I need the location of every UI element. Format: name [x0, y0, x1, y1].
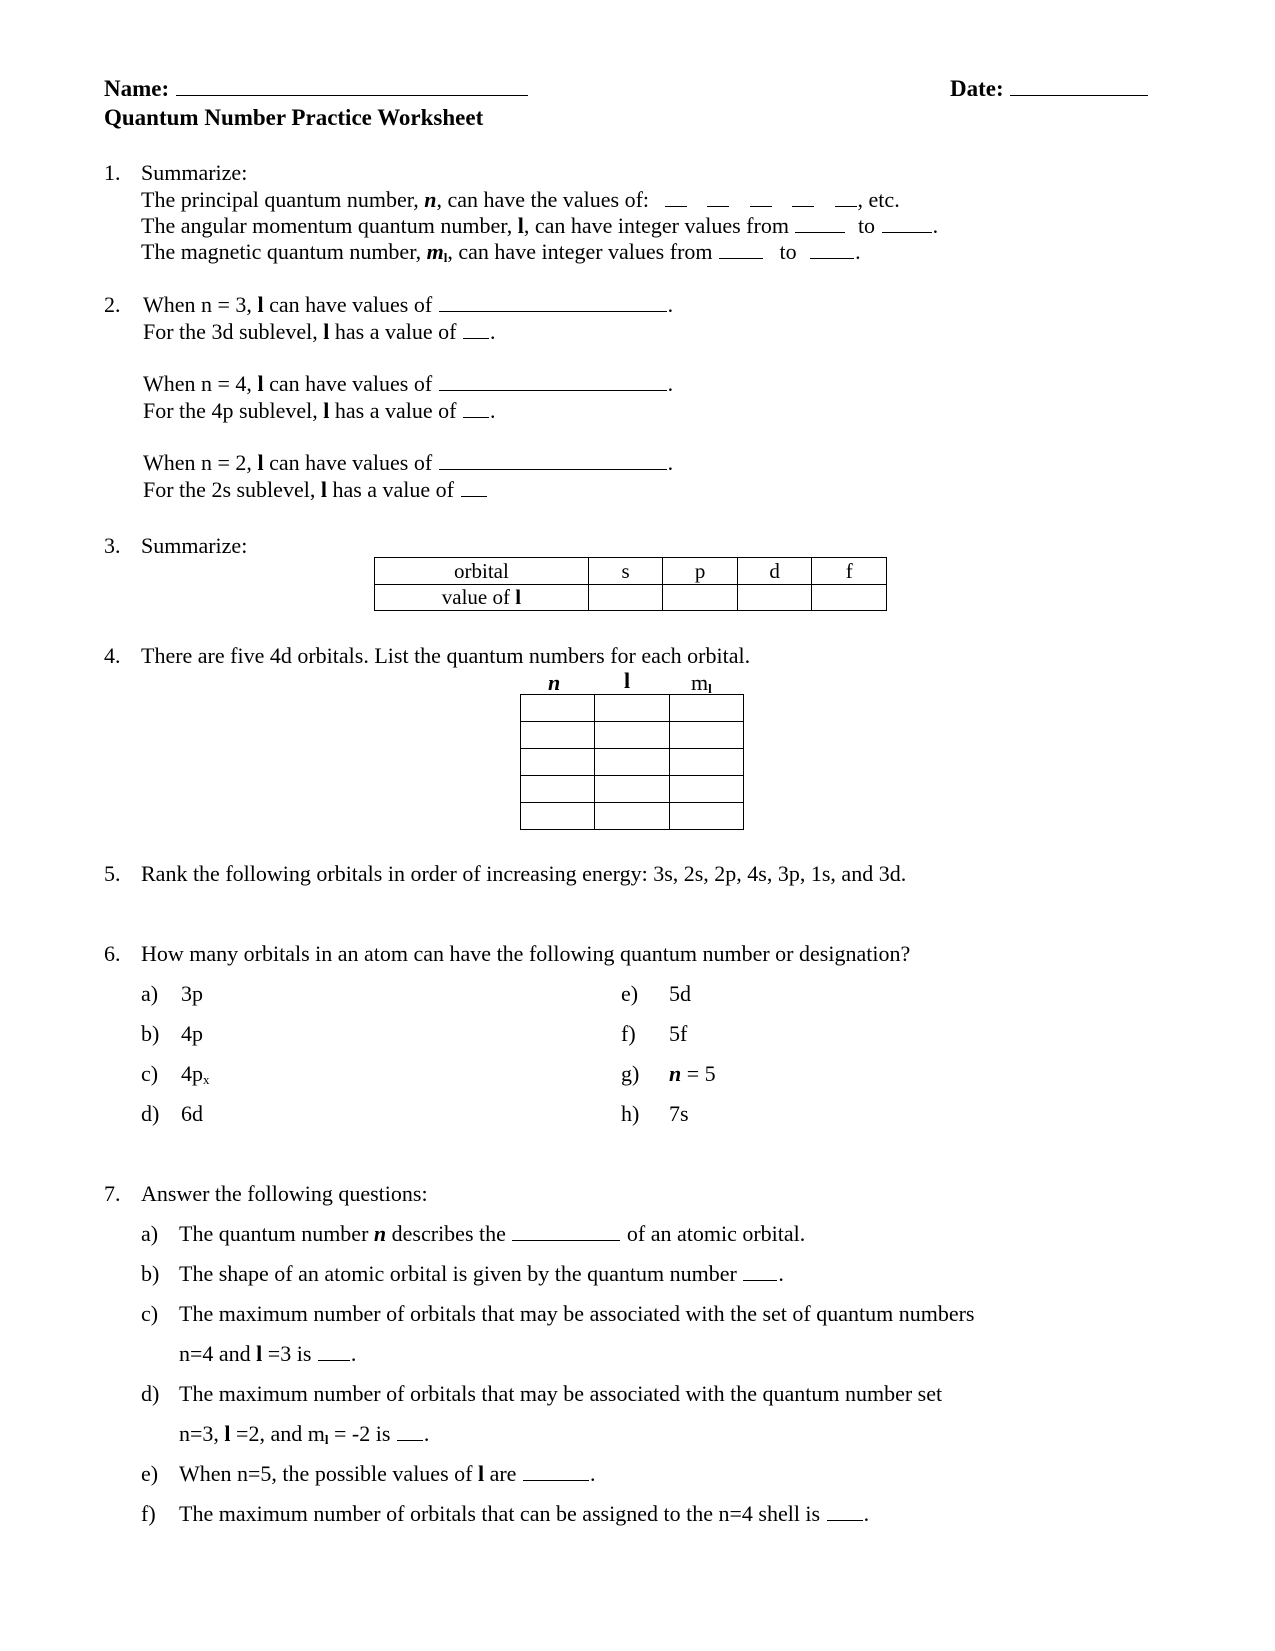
cell-header: p: [663, 558, 738, 585]
var-l: l: [224, 1421, 231, 1446]
name-field[interactable]: [104, 77, 529, 100]
period: .: [778, 1261, 784, 1286]
answer-cell[interactable]: [737, 585, 812, 611]
date-label: Date:: [950, 76, 1004, 101]
answer-cell[interactable]: [669, 776, 743, 803]
q1-line1-text: The principal quantum number,: [141, 187, 425, 212]
text: For the 2s sublevel,: [143, 477, 321, 502]
name-label: Name:: [104, 76, 170, 101]
period: .: [350, 1341, 357, 1366]
item-label: h): [621, 1101, 640, 1126]
item-value: 4p: [181, 1021, 203, 1046]
q1-prompt: Summarize:: [141, 160, 248, 185]
item-label: a): [141, 981, 159, 1006]
q2-when-2: When n = 4, l can have values of .: [143, 371, 674, 396]
answer-cell[interactable]: [595, 776, 669, 803]
item-value: 6d: [181, 1101, 203, 1126]
q7-item-c: [141, 1301, 975, 1326]
text: When n = 3,: [143, 292, 258, 317]
q5-prompt: Rank the following orbitals in order of increasing energy: 3s, 2s, 2p, 4s, 3p, 1s, and 3d.: [141, 861, 907, 886]
q6-prompt: How many orbitals in an atom can have the following quantum number or designation?: [141, 941, 911, 966]
var-m: m: [426, 239, 444, 264]
q7-item-e: [141, 1461, 596, 1486]
q2-number: 2.: [104, 292, 121, 317]
item-label: g): [621, 1061, 640, 1086]
answer-cell[interactable]: [812, 585, 887, 611]
to-label: to: [779, 239, 797, 264]
text: of an atomic orbital.: [621, 1221, 806, 1246]
blank[interactable]: [795, 231, 845, 233]
q2-for-3: [143, 479, 488, 501]
blank[interactable]: [792, 205, 814, 207]
period: .: [932, 213, 939, 238]
period: .: [423, 1421, 430, 1446]
answer-cell[interactable]: [521, 776, 595, 803]
q1-line3-text: The magnetic quantum number,: [141, 239, 427, 264]
blank[interactable]: [835, 205, 857, 207]
col-ml-header: [691, 672, 712, 695]
item-label: e): [621, 981, 639, 1006]
q6-item-g: [621, 1061, 716, 1086]
q2-for-2: [143, 400, 495, 422]
text: When n = 2,: [143, 450, 258, 475]
var-m-sub: l: [443, 250, 448, 265]
q2-for-1: [143, 321, 495, 343]
item-value: 4p: [181, 1061, 203, 1086]
answer-cell[interactable]: [669, 803, 743, 830]
answer-cell[interactable]: [588, 585, 663, 611]
q6-item-c: [141, 1061, 210, 1087]
var-l: l: [256, 1341, 263, 1366]
text: For the 3d sublevel,: [143, 319, 324, 344]
q1-line2: [141, 215, 938, 237]
answer-cell[interactable]: [521, 695, 595, 722]
name-blank[interactable]: [176, 94, 528, 96]
to-label: to: [857, 213, 876, 238]
item-label: f): [621, 1021, 636, 1046]
text: can have values of: [263, 292, 433, 317]
text: n=3,: [179, 1421, 225, 1446]
answer-cell[interactable]: [669, 749, 743, 776]
text: =2, and m: [230, 1421, 325, 1446]
blank[interactable]: [512, 1239, 620, 1241]
item-label: a): [141, 1221, 159, 1246]
var-l: l: [515, 585, 522, 609]
var-l: l: [517, 213, 524, 238]
text: describes the: [386, 1221, 512, 1246]
text: value of: [441, 585, 516, 609]
text: The maximum number of orbitals that may be associated with the quantum number set: [179, 1381, 943, 1406]
blank[interactable]: [461, 495, 487, 497]
q6-item-d: [141, 1101, 203, 1126]
item-label: d): [141, 1101, 160, 1126]
text: are: [484, 1461, 522, 1486]
blank[interactable]: [397, 1439, 423, 1441]
var-l: l: [477, 1461, 485, 1486]
q7-prompt: Answer the following questions:: [141, 1181, 428, 1206]
text: can have values of: [263, 371, 433, 396]
var-l: l: [257, 450, 264, 475]
q6-item-e: [621, 981, 691, 1006]
blank[interactable]: [463, 416, 489, 418]
q7-item-c-cont: [179, 1343, 356, 1365]
q4-prompt: There are five 4d orbitals. List the quantum numbers for each orbital.: [141, 643, 751, 668]
blank[interactable]: [318, 1359, 350, 1361]
item-value: 5d: [669, 981, 691, 1006]
page-title: Quantum Number Practice Worksheet: [104, 105, 484, 130]
q1-line2-text2: , can have integer values from: [523, 213, 789, 238]
q7-item-a: [141, 1221, 806, 1246]
col-l-header: l: [624, 668, 631, 693]
item-value: = 5: [681, 1061, 716, 1086]
period: .: [855, 239, 861, 264]
period: .: [489, 398, 496, 423]
text: has a value of: [329, 319, 457, 344]
q6-item-f: [621, 1021, 688, 1046]
q5-number: 5.: [104, 861, 121, 886]
item-label: e): [141, 1461, 159, 1486]
item-value: 7s: [669, 1101, 689, 1126]
answer-cell[interactable]: [595, 722, 669, 749]
blank[interactable]: [719, 257, 763, 259]
var-n: n: [424, 187, 437, 212]
item-label: b): [141, 1021, 160, 1046]
blank[interactable]: [743, 1279, 777, 1281]
period: .: [589, 1461, 596, 1486]
cell-header: orbital: [375, 558, 589, 585]
col-n-header: n: [548, 670, 561, 695]
answer-cell[interactable]: [669, 695, 743, 722]
text: When n = 4,: [143, 371, 258, 396]
q1-line1: [141, 189, 900, 211]
q3-number: 3.: [104, 533, 121, 558]
item-label: c): [141, 1301, 159, 1326]
text: m: [691, 670, 709, 695]
var-n: n: [373, 1221, 387, 1246]
q2-when-3: When n = 2, l can have values of .: [143, 450, 674, 475]
cell-header: f: [812, 558, 887, 585]
q6-number: 6.: [104, 941, 121, 966]
quantum-numbers-table: [520, 694, 744, 830]
blank[interactable]: [665, 205, 687, 207]
blank[interactable]: [827, 1519, 863, 1521]
blank[interactable]: [439, 468, 667, 470]
text: has a value of: [326, 477, 455, 502]
answer-cell[interactable]: [521, 803, 595, 830]
blank[interactable]: [810, 257, 854, 259]
var-l: l: [320, 477, 327, 502]
answer-cell[interactable]: [521, 749, 595, 776]
q6-item-h: [621, 1101, 689, 1126]
text: The shape of an atomic orbital is given by the quantum number: [179, 1261, 743, 1286]
sub: l: [324, 1432, 329, 1447]
cell-label: [375, 585, 589, 611]
text: The quantum number: [179, 1221, 374, 1246]
cell-header: d: [737, 558, 812, 585]
item-label: f): [141, 1501, 156, 1526]
answer-cell[interactable]: [521, 722, 595, 749]
blank[interactable]: [523, 1479, 589, 1481]
q1-line1-text2: , can have the values of:: [436, 187, 650, 212]
text: has a value of: [329, 398, 457, 423]
q4-number: 4.: [104, 643, 121, 668]
blank[interactable]: [439, 389, 667, 391]
text: When n=5, the possible values of: [179, 1461, 478, 1486]
text: The maximum number of orbitals that can be assigned to the n=4 shell is: [179, 1501, 826, 1526]
text: For the 4p sublevel,: [143, 398, 324, 423]
var-l: l: [257, 371, 264, 396]
q7-item-d: [141, 1381, 943, 1406]
q7-number: 7.: [104, 1181, 121, 1206]
orbital-table: [374, 557, 887, 611]
item-sub: x: [203, 1072, 210, 1087]
blank[interactable]: [750, 205, 772, 207]
text: n=4 and: [179, 1341, 257, 1366]
text: = -2 is: [328, 1421, 396, 1446]
q3-prompt: Summarize:: [141, 533, 248, 558]
blank[interactable]: [439, 310, 667, 312]
period: .: [489, 319, 496, 344]
var-l: l: [323, 319, 330, 344]
answer-cell[interactable]: [595, 803, 669, 830]
cell-header: s: [588, 558, 663, 585]
var-l: l: [323, 398, 330, 423]
q6-item-a: [141, 981, 203, 1006]
q1-number: 1.: [104, 160, 121, 185]
q7-item-f: [141, 1501, 870, 1526]
q2-when-1: When n = 3, l can have values of .: [143, 292, 674, 317]
item-label: b): [141, 1261, 160, 1286]
q1-line3: [141, 241, 861, 264]
item-label: c): [141, 1061, 159, 1086]
q1-line3-text2: , can have integer values from: [447, 239, 713, 264]
var-l: l: [257, 292, 264, 317]
q1-line2-text: The angular momentum quantum number,: [141, 213, 518, 238]
blank[interactable]: [707, 205, 729, 207]
text: =3 is: [262, 1341, 317, 1366]
q7-item-d-cont: [179, 1423, 429, 1446]
item-value: 3p: [181, 981, 203, 1006]
answer-cell[interactable]: [663, 585, 738, 611]
blank[interactable]: [882, 231, 932, 233]
period: .: [863, 1501, 870, 1526]
item-value: 5f: [669, 1021, 688, 1046]
answer-cell[interactable]: [595, 695, 669, 722]
blank[interactable]: [463, 337, 489, 339]
q1-line1-end: , etc.: [857, 187, 900, 212]
text: The maximum number of orbitals that may be associated with the set of quantum numbers: [179, 1301, 975, 1326]
item-label: d): [141, 1381, 160, 1406]
date-blank[interactable]: [1010, 94, 1148, 96]
date-field[interactable]: [950, 77, 1149, 100]
sub: l: [708, 681, 712, 696]
var-n: n: [669, 1061, 682, 1086]
q7-item-b: [141, 1261, 784, 1286]
answer-cell[interactable]: [669, 722, 743, 749]
text: can have values of: [263, 450, 433, 475]
answer-cell[interactable]: [595, 749, 669, 776]
q6-item-b: [141, 1021, 203, 1046]
